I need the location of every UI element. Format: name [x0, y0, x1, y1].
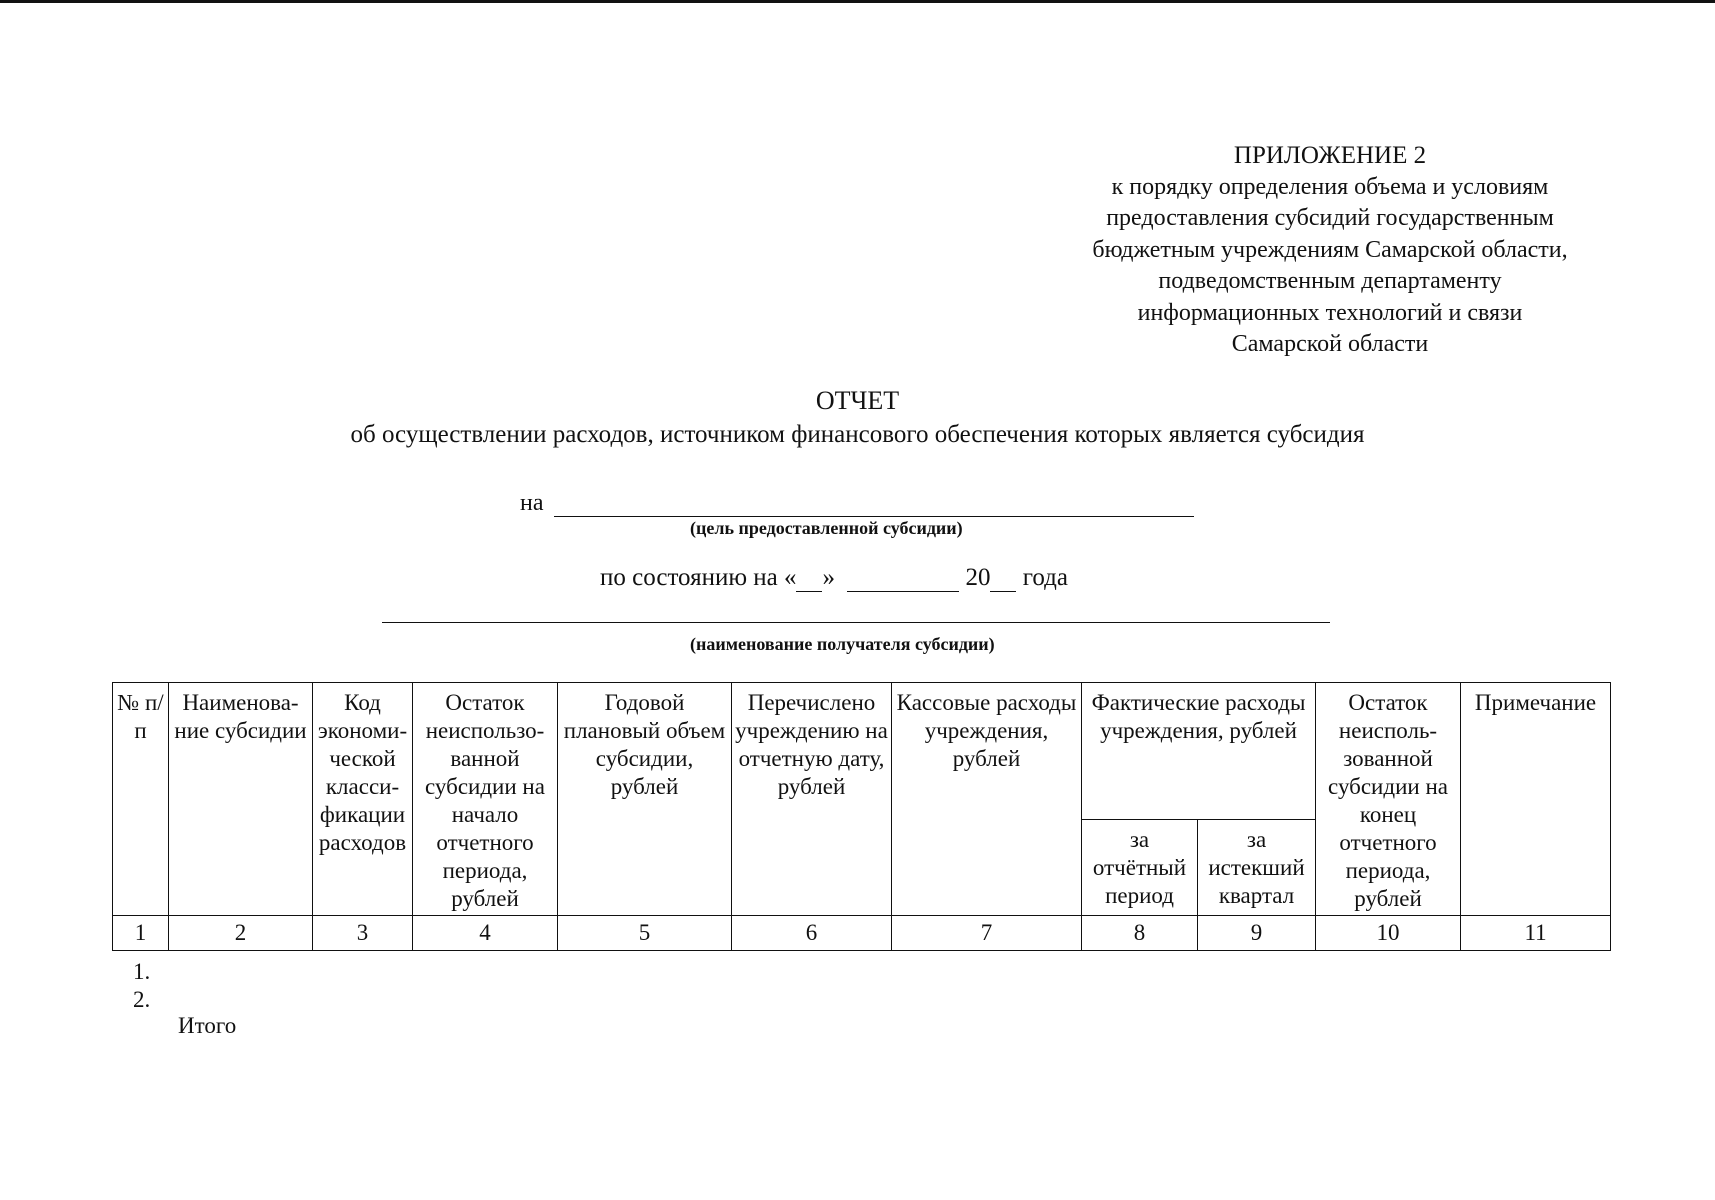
appendix-line: бюджетным учреждениям Самарской области, [1092, 236, 1568, 263]
column-number-cell: 10 [1316, 916, 1461, 951]
scan-top-border [0, 0, 1715, 3]
list-item: 2. [133, 987, 151, 1012]
header-cell-number: № п/п [113, 683, 169, 916]
row-list [133, 958, 150, 1014]
column-number-cell: 11 [1461, 916, 1611, 951]
date-suffix: года [1022, 564, 1068, 591]
header-cell-actual-expenses: Фактические расходы учреждения, рублей [1082, 683, 1316, 820]
date-day-field[interactable] [796, 569, 822, 592]
report-title: ОТЧЕТ [815, 386, 900, 415]
header-cell-expense-code: Код экономи-ческой класси-фикации расходов [313, 683, 413, 916]
header-cell-closing-balance: Остаток неисполь-зованной субсидии на конец отчетного периода, рублей [1316, 683, 1461, 916]
column-number-cell: 3 [313, 916, 413, 951]
purpose-line [520, 490, 1194, 517]
table-header-row [113, 683, 1611, 820]
report-subtitle: об осуществлении расходов, источником финансового обеспечения которых является субсидия [350, 421, 1365, 448]
header-cell-subsidy-name: Наименова-ние субсидии [169, 683, 313, 916]
column-number-cell: 5 [558, 916, 732, 951]
column-number-cell: 6 [732, 916, 892, 951]
purpose-field[interactable] [554, 492, 1194, 517]
date-year-field[interactable] [990, 569, 1016, 592]
total-label: Итого [178, 1013, 237, 1038]
appendix-line: информационных технологий и связи [1137, 299, 1523, 326]
column-number-cell: 9 [1198, 916, 1316, 951]
date-prefix: по состоянию на « [600, 564, 797, 591]
purpose-caption: (цель предоставленной субсидии) [690, 518, 963, 538]
column-number-cell: 1 [113, 916, 169, 951]
report-table [112, 682, 1611, 951]
appendix-line: к порядку определения объема и условиям [1111, 173, 1549, 200]
column-number-cell: 7 [892, 916, 1082, 951]
column-number-cell: 4 [413, 916, 558, 951]
date-quote: » [822, 564, 835, 591]
list-item: 1. [133, 959, 151, 984]
appendix-line: подведомственным департаменту [1158, 268, 1502, 294]
table-row [113, 916, 1611, 951]
header-cell-note: Примечание [1461, 683, 1611, 916]
recipient-field[interactable] [382, 622, 1330, 623]
column-number-cell: 8 [1082, 916, 1198, 951]
header-cell-transferred: Перечислено учреждению на отчетную дату, рублей [732, 683, 892, 916]
appendix-line: предоставления субсидий государственным [1106, 205, 1554, 231]
column-number-cell: 2 [169, 916, 313, 951]
header-cell-cash-expenses: Кассовые расходы учреждения, рублей [892, 683, 1082, 916]
header-cell-annual-volume: Годовой плановый объем субсидии, рублей [558, 683, 732, 916]
report-date-line [600, 564, 1068, 592]
header-cell-opening-balance: Остаток неиспользо-ванной субсидии на начало отчетного периода, рублей [413, 683, 558, 916]
date-month-field[interactable] [847, 569, 959, 592]
appendix-line: Самарской области [1231, 331, 1429, 357]
purpose-label: на [520, 490, 544, 516]
appendix-block [1010, 140, 1650, 361]
appendix-title: ПРИЛОЖЕНИЕ 2 [1233, 142, 1427, 169]
header-cell-reporting-period: за отчётный период [1082, 820, 1198, 916]
header-cell-past-quarter: за истекший квартал [1198, 820, 1316, 916]
date-year-prefix: 20 [965, 564, 991, 591]
recipient-caption: (наименование получателя субсидии) [690, 634, 995, 654]
